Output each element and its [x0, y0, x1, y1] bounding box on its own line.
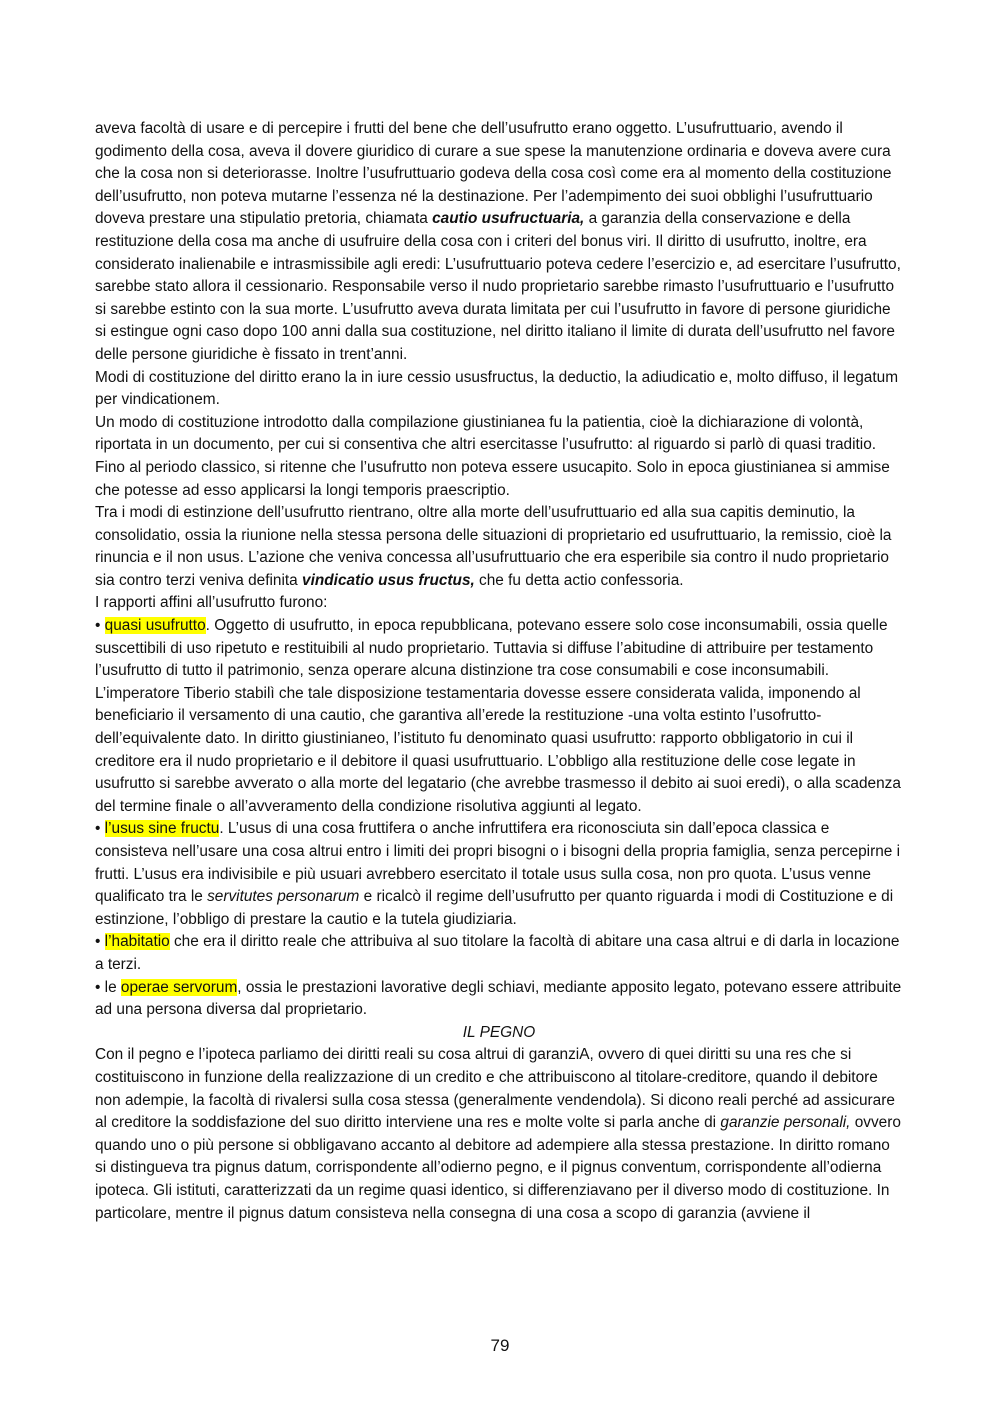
paragraph-usufrutto-duties: aveva facoltà di usare e di percepire i frutti del bene che dell’usufrutto erano oggetto. L’usufruttuario, avendo il godimento della cosa, aveva il dovere giuridico di curare a sue spese la manutenzione ordinaria e doveva avere cura che la cosa non si deteriorasse. Inoltre l’usufruttuario godeva della cosa così come era al momento della costituzione dell’usufrutto, non poteva mutarne l’essenza né la destinazione. Per l’adempimento dei suoi obblighi l’usufruttuario doveva prestare una stipulatio pretoria, chiamata cautio usufructuaria, a garanzia della conservazione e della restituzione della cosa ma anche di usufruire della cosa con i criteri del bonus viri. Il diritto di usufrutto, inoltre, era considerato inalienabile e intrasmissibile agli eredi: L’usufruttuario poteva cedere l’esercizio e, ad esercitare l’usufrutto, sarebbe stato allora il cessionario. Responsabile verso il nudo proprietario sarebbe rimasto l’usufruttuario e l’usufrutto si sarebbe estinto con la sua morte. L’usufrutto aveva durata limitata per cui l’usufrutto in favore di persone giuridiche si estingue ogni caso dopo 100 anni dalla sua costituzione, nel diritto italiano il limite di durata dell’usufrutto nel favore delle persone giuridiche è fissato in trent’anni.	[95, 120, 901, 363]
term-garanzie-personali: garanzie personali,	[720, 1114, 851, 1132]
list-item-operae-servorum: • le operae servorum, ossia le prestazioni lavorative degli schiavi, mediante apposito legato, potevano essere attribuite ad una persona diversa dal proprietario.	[95, 978, 902, 1019]
list-item-quasi-usufrutto: • quasi usufrutto. Oggetto di usufrutto, in epoca repubblicana, potevano essere solo cose inconsumabili, ossia quelle suscettibili di uso ripetuto e restituibili al nudo proprietario. Tuttavia si diffuse l’abitudine di attribuire per testamento l’usufrutto di tutto il patrimonio, senza operare alcuna distinzione tra cose consumabili e cose inconsumabili. L’imperatore Tiberio stabilì che tale disposizione testamentaria dovesse essere considerata valida, imponendo al beneficiario il versamento di una cautio, che garantiva all’erede la restituzione -una volta estinto l’usofrutto- dell’equivalente dato. In diritto giustinianeo, l’istituto fu denominato quasi usufrutto: rapporto obbligatorio in cui il creditore era il nudo proprietario e il debitore il quasi usufruttuario. L’obbligo alla restituzione delle cose legate in usufrutto si sarebbe avverato o alla morte del legatario (che avrebbe trasmesso il debito ai suoi eredi), o alla scadenza del termine finale o all’avveramento della condizione risolutiva aggiunti al legato.	[95, 617, 901, 815]
paragraph-patientia: Un modo di costituzione introdotto dalla compilazione giustinianea fu la patientia, cioè la dichiarazione di volontà, riportata in un documento, per cui si consentiva che altri esercitasse l’usufrutto: al riguardo si parlò di quasi traditio. Fino al periodo classico, si ritenne che l’usufrutto non poteva essere usucapito. Solo in epoca giustinianea si ammise che potesse ad esso applicarsi la longi temporis praescriptio.	[95, 413, 890, 499]
highlighted-term: operae servorum	[120, 978, 238, 996]
page-number: 79	[490, 1336, 510, 1355]
highlighted-term: l’habitatio	[104, 933, 170, 951]
highlighted-term: l’usus sine fructu	[104, 820, 220, 838]
highlighted-term: quasi usufrutto	[104, 617, 206, 635]
paragraph-estinzione: Tra i modi di estinzione dell’usufrutto rientrano, oltre alla morte dell’usufruttuario ed alla sua capitis deminutio, la consolidatio, ossia la riunione nella stessa persona delle situazioni di proprietario ed usufruttuario, la remissio, cioè la rinuncia e il non usus. L’azione che veniva concessa all’usufruttuario che era esperibile sia contro il nudo proprietario sia contro terzi veniva definita vindicatio usus fructus, che fu detta actio confessoria.	[95, 504, 892, 589]
list-item-habitatio: • l’habitatio che era il diritto reale che attribuiva al suo titolare la facoltà di abitare una casa altrui e di darla in locazione a terzi.	[95, 933, 900, 973]
document-page	[95, 118, 903, 1225]
section-heading: IL PEGNO	[462, 1023, 536, 1041]
paragraph-pegno: Con il pegno e l’ipoteca parliamo dei diritti reali su cosa altrui di garanziA, ovvero di quei diritti su una res che si costituiscono in funzione della realizzazione di un credito e che attribuiscono al titolare-creditore, quando il debitore non adempie, la facoltà di rivalersi sulla cosa stessa (generalmente vendendola). Si dicono reali perché ad assicurare al creditore la soddisfazione del suo diritto interviene una res e molte volte si parla anche di garanzie personali, ovvero quando uno o più persone si obbligavano accanto al debitore ad adempiere alla stessa prestazione. In diritto romano si distingueva tra pignus datum, corrispondente all’odierno pegno, e il pignus conventum, corrispondente all’odierna ipoteca. Gli istituti, caratterizzati da un regime quasi identico, si differenziavano per il diverso modo di costituzione. In particolare, mentre il pignus datum consisteva nella consegna di una cosa a scopo di garanzia (avviene il	[95, 1046, 901, 1222]
term-vindicatio-usus-fructus: vindicatio usus fructus,	[302, 571, 475, 589]
term-servitutes-personarum: servitutes personarum	[207, 888, 360, 906]
paragraph-rapporti-affini: I rapporti affini all’usufrutto furono:	[95, 594, 328, 612]
list-item-usus-sine-fructu: • l’usus sine fructu. L’usus di una cosa fruttifera o anche infruttifera era riconosciuta sin dall’epoca classica e consisteva nell’usare una cosa altrui entro i limiti dei propri bisogni o i bisogni della propria famiglia, senza percepirne i frutti. L’usus era indivisibile e più usuari avrebbero esercitato il totale usus sulla cosa, non pro quota. L’usus venne qualificato tra le servitutes personarum e ricalcò il regime dell’usufrutto per quanto riguarda i modi di Costituzione e di estinzione, l’obbligo di prestare la cautio e la tutela giudiziaria.	[95, 820, 901, 928]
term-cautio-usufructuaria: cautio usufructuaria,	[432, 210, 585, 228]
paragraph-modi-costituzione: Modi di costituzione del diritto erano la in iure cessio ususfructus, la deductio, la adiudicatio e, molto diffuso, il legatum per vindicationem.	[95, 368, 899, 409]
